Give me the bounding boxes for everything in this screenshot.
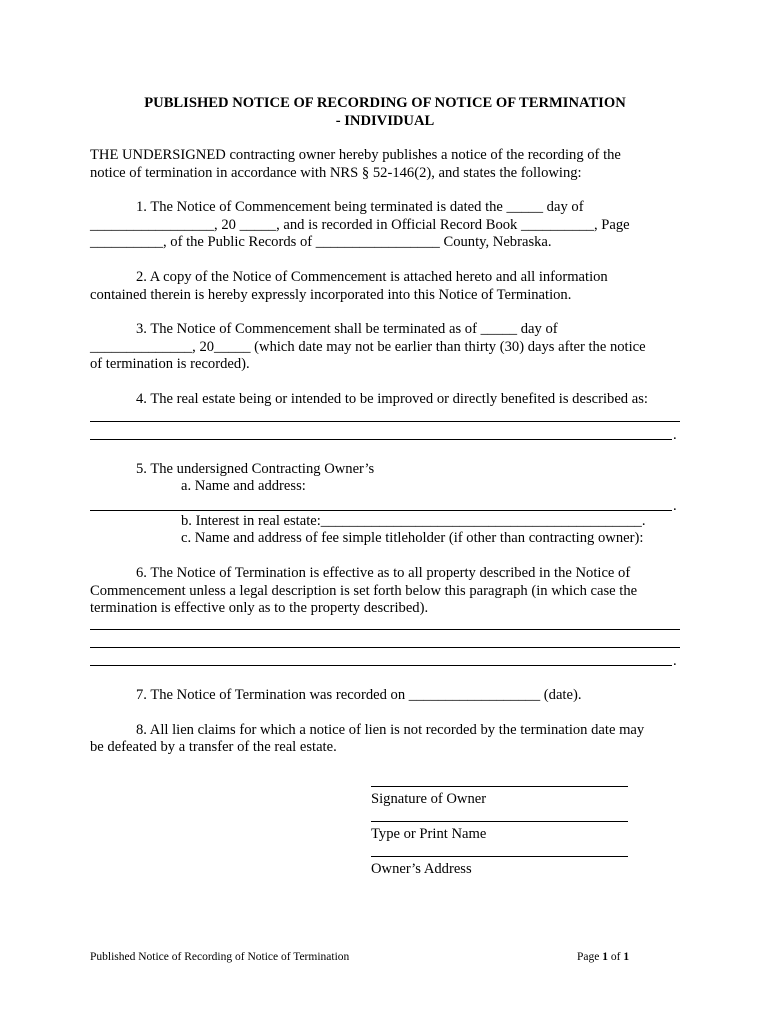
owner-signature-label: Signature of Owner: [371, 791, 487, 807]
document-title-line-1: PUBLISHED NOTICE OF RECORDING OF NOTICE OF TERMINATION: [144, 95, 626, 111]
footer-page-total: 1: [623, 951, 630, 963]
property-blank-line-2: [90, 647, 680, 648]
footer-document-title: Published Notice of Recording of Notice of Termination: [90, 951, 350, 963]
paragraph-1-line-3: __________, of the Public Records of _________________ County, Nebraska.: [90, 234, 552, 250]
intro-line-1: THE UNDERSIGNED contracting owner hereby publishes a notice of the recording of the: [90, 147, 621, 163]
paragraph-3-line-1: 3. The Notice of Commencement shall be terminated as of _____ day of: [136, 321, 558, 337]
paragraph-6-line-3: termination is effective only as to the property described).: [90, 600, 429, 616]
paragraph-5-item-b: b. Interest in real estate:____________________________________________.: [181, 513, 646, 529]
paragraph-6-line-1: 6. The Notice of Termination is effective as to all property described in the Notice of: [136, 565, 631, 581]
paragraph-8-line-1: 8. All lien claims for which a notice of lien is not recorded by the termination date may: [136, 722, 645, 738]
owner-address-label: Owner’s Address: [371, 861, 472, 877]
intro-line-2: notice of termination in accordance with NRS § 52-146(2), and states the following:: [90, 165, 582, 181]
footer-of-word: of: [610, 951, 621, 963]
paragraph-2-line-2: contained therein is hereby expressly incorporated into this Notice of Termination.: [90, 287, 572, 303]
footer-page-word: Page: [577, 951, 600, 963]
paragraph-8-line-2: be defeated by a transfer of the real estate.: [90, 739, 337, 755]
real-estate-line-end: .: [673, 427, 677, 443]
owner-address-line: [371, 856, 628, 857]
paragraph-5-item-a: a. Name and address:: [181, 478, 306, 494]
footer-page-number: [577, 950, 629, 964]
paragraph-5-line-1: 5. The undersigned Contracting Owner’s: [136, 461, 375, 477]
paragraph-1-line-1: 1. The Notice of Commencement being terminated is dated the _____ day of: [136, 199, 584, 215]
footer-page-current: 1: [602, 951, 608, 963]
paragraph-7-line-1: 7. The Notice of Termination was recorded on __________________ (date).: [136, 687, 582, 703]
document-title-line-2: - INDIVIDUAL: [335, 113, 435, 129]
owner-signature-line: [371, 786, 628, 787]
paragraph-5-item-c: c. Name and address of fee simple titleholder (if other than contracting owner):: [181, 530, 644, 546]
print-name-label: Type or Print Name: [371, 826, 487, 842]
name-address-line-end: .: [673, 498, 677, 514]
name-address-blank-line: [90, 510, 672, 511]
paragraph-1-line-2: _________________, 20 _____, and is recorded in Official Record Book __________, Page: [90, 217, 630, 233]
print-name-line: [371, 821, 628, 822]
paragraph-3-line-3: of termination is recorded).: [90, 356, 250, 372]
paragraph-6-line-2: Commencement unless a legal description is set forth below this paragraph (in which case the: [90, 583, 638, 599]
paragraph-3-line-2: ______________, 20_____ (which date may not be earlier than thirty (30) days after the notice: [90, 339, 646, 355]
property-blank-line-3: [90, 665, 672, 666]
property-blank-line-1: [90, 629, 680, 630]
real-estate-blank-line-2: [90, 439, 672, 440]
paragraph-4-line-1: 4. The real estate being or intended to be improved or directly benefited is described as:: [136, 391, 648, 407]
property-line-end: .: [673, 653, 677, 669]
paragraph-2-line-1: 2. A copy of the Notice of Commencement is attached hereto and all information: [136, 269, 608, 285]
real-estate-blank-line-1: [90, 421, 680, 422]
